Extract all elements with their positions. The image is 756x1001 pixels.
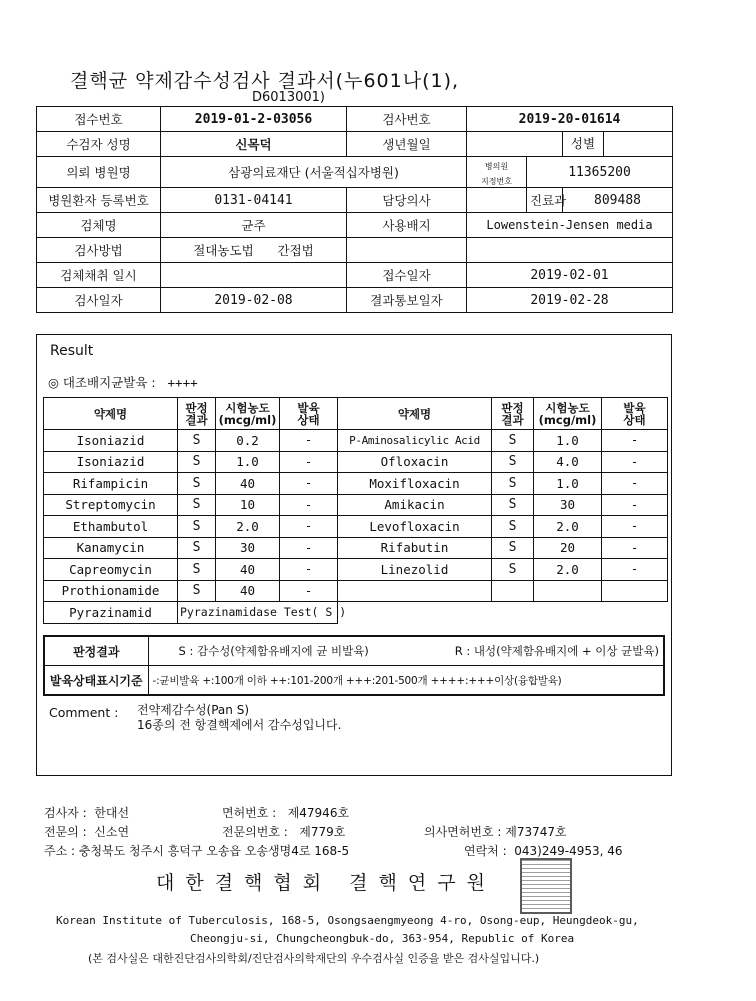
pza-name: Pyrazinamid — [44, 602, 178, 624]
license-row: 면허번호 : 제47946호 — [222, 806, 350, 820]
document-title-code: D6013001) — [252, 90, 325, 105]
specialist-row: 전문의 : 신소연 — [44, 825, 130, 839]
judgement-legend — [43, 635, 665, 696]
header-drug-2: 약제명 — [338, 398, 492, 430]
receipt-no-label: 접수번호 — [37, 107, 161, 132]
test-date-label: 검사일자 — [37, 288, 161, 313]
comment-label: Comment : — [49, 705, 119, 720]
patient-name: 신목덕 — [161, 132, 347, 157]
examiner: 한대선 — [94, 806, 130, 820]
method-absolute: 절대농도법 — [193, 243, 254, 258]
doctor-value — [467, 188, 527, 213]
doc-license-row: 의사면허번호 : 제73747호 — [424, 825, 567, 839]
hospital-code-label-1: 병의원 — [484, 162, 509, 171]
table-row: Isoniazid S 0.2 - P-Aminosalicylic Acid S 1.0 - — [44, 430, 668, 452]
receipt-no: 2019-01-2-03056 — [161, 107, 347, 132]
growth-standard-text: -:균비발육 +:100개 이하 ++:101-200개 +++:201-500개 ++++:+++이상(융합발육) — [148, 666, 664, 696]
header-judge-2: 판정 결과 — [492, 398, 534, 430]
test-date: 2019-02-08 — [161, 288, 347, 313]
report-date-label: 결과통보일자 — [347, 288, 467, 313]
examiner-row: 검사자 : 한대선 — [44, 806, 130, 820]
receive-date-label: 접수일자 — [347, 263, 467, 288]
judge-result-label: 판정결과 — [44, 636, 148, 666]
specialist: 신소연 — [94, 825, 130, 839]
table-row: Ethambutol S 2.0 - Levofloxacin S 2.0 - — [44, 516, 668, 538]
result-section — [36, 334, 672, 776]
patient-info-table — [36, 106, 673, 313]
table-row: Prothionamide S 40 - — [44, 580, 668, 602]
result-label: Result — [50, 343, 94, 359]
dept-value: 809488 — [563, 188, 673, 213]
drug-table — [43, 397, 668, 624]
test-no: 2019-20-01614 — [467, 107, 673, 132]
birth-label: 생년월일 — [347, 132, 467, 157]
org-address-en-1: Korean Institute of Tuberculosis, 168-5, Osongsaengmyeong 4-ro, Osong-eup, Heungdeok-gu, — [56, 914, 639, 927]
table-row — [44, 602, 668, 624]
table-row: Rifampicin S 40 - Moxifloxacin S 1.0 - — [44, 473, 668, 495]
test-no-label: 검사번호 — [347, 107, 467, 132]
address: 충청북도 청주시 흥덕구 오송읍 오송생명4로 168-5 — [78, 844, 350, 858]
hospital-label: 의뢰 병원명 — [37, 157, 161, 188]
reg-no: 0131-04141 — [161, 188, 347, 213]
header-drug: 약제명 — [44, 398, 178, 430]
birth-value — [467, 132, 563, 157]
method-label: 검사방법 — [37, 238, 161, 263]
contact-row: 연락처 : 043)249-4953, 46 — [464, 844, 623, 858]
header-conc-2: 시험농도 (mcg/ml) — [534, 398, 602, 430]
official-seal — [520, 858, 572, 914]
pza-test: Pyrazinamidase Test( S ) — [178, 602, 338, 624]
specimen-label: 검체명 — [37, 213, 161, 238]
table-row: Kanamycin S 30 - Rifabutin S 20 - — [44, 537, 668, 559]
table-row: Isoniazid S 1.0 - Ofloxacin S 4.0 - — [44, 451, 668, 473]
specimen-value: 균주 — [161, 213, 347, 238]
method-indirect: 간접법 — [277, 243, 314, 258]
judge-susceptible: S : 감수성(약제함유배지에 균 비발육) — [148, 636, 388, 666]
media-label: 사용배지 — [347, 213, 467, 238]
sex-label: 성별 — [563, 132, 604, 156]
sex-value — [604, 132, 672, 156]
report-date: 2019-02-28 — [467, 288, 673, 313]
control-growth-label: ◎ 대조배지균발육 : — [48, 375, 156, 390]
table-row: Capreomycin S 40 - Linezolid S 2.0 - — [44, 559, 668, 581]
hospital-name: 삼광의료재단 (서울적십자병원) — [161, 157, 467, 188]
header-growth: 발육 상태 — [280, 398, 338, 430]
control-growth — [48, 373, 198, 391]
growth-standard-label: 발육상태표시기준 — [44, 666, 148, 696]
organization-name: 대한결핵협회 결핵연구원 — [156, 872, 496, 894]
control-growth-value: ++++ — [167, 375, 198, 390]
judge-resistant: R : 내성(약제함유배지에 + 이상 균발육) — [388, 636, 664, 666]
comment-line-1: 전약제감수성(Pan S) — [137, 703, 250, 717]
hospital-code: 11365200 — [527, 157, 673, 188]
media-value: Lowenstein-Jensen media — [467, 213, 673, 238]
collect-label: 검체채취 일시 — [37, 263, 161, 288]
doc-license-no: 제73747호 — [505, 825, 567, 839]
certification-note: (본 검사실은 대한진단검사의학회/진단검사의학재단의 우수검사실 인증을 받은 검사실입니다.) — [88, 952, 540, 965]
address-row: 주소 : 충청북도 청주시 흥덕구 오송읍 오송생명4로 168-5 — [44, 844, 350, 858]
document-title: 결핵균 약제감수성검사 결과서(누601나(1), — [70, 70, 460, 92]
comment-line-2: 16종의 전 항결핵제에서 감수성입니다. — [137, 718, 342, 732]
collect-value — [161, 263, 347, 288]
reg-no-label: 병원환자 등록번호 — [37, 188, 161, 213]
spec-no: 제779호 — [299, 825, 346, 839]
table-row: Streptomycin S 10 - Amikacin S 30 - — [44, 494, 668, 516]
header-growth-2: 발육 상태 — [602, 398, 668, 430]
receive-date: 2019-02-01 — [467, 263, 673, 288]
header-conc: 시험농도 (mcg/ml) — [216, 398, 280, 430]
license-no: 제47946호 — [287, 806, 350, 820]
doctor-label: 담당의사 — [347, 188, 467, 213]
patient-name-label: 수검자 성명 — [37, 132, 161, 157]
hospital-code-label-2: 지정번호 — [481, 177, 512, 186]
dept-label: 진료과 — [527, 188, 563, 213]
org-address-en-2: Cheongju-si, Chungcheongbuk-do, 363-954, Republic of Korea — [190, 932, 575, 945]
header-judge: 판정 결과 — [178, 398, 216, 430]
contact: 043)249-4953, 46 — [514, 844, 623, 858]
comment-text — [137, 703, 341, 733]
spec-no-row: 전문의번호 : 제779호 — [222, 825, 346, 839]
